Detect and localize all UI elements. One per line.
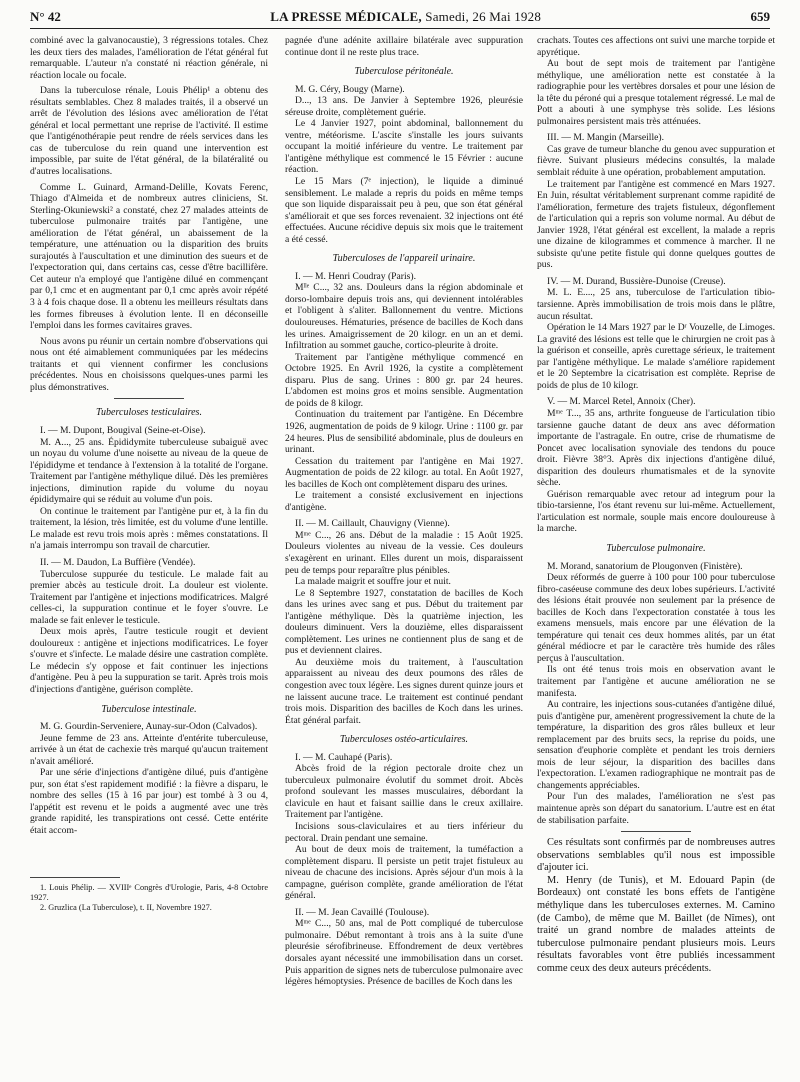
column-right	[537, 35, 775, 976]
section-heading: Tuberculoses ostéo-articulaires.	[339, 734, 469, 746]
paragraph: Pour l'un des malades, l'amélioration ne s'est pas maintenue après son départ du sanatorium. L'autre est en état de stabilisation parfaite.	[537, 791, 775, 826]
paragraph: Le 4 Janvier 1927, point abdominal, ballonnement du ventre, météorisme. L'ascite s'installe les jours suivants occupant la moitié inférieure du ventre. Le traitement par l'antigène méthylique est commencé le 15 Février : aucune réaction.	[285, 118, 523, 176]
paragraph: Cas grave de tumeur blanche du genou avec suppuration et fièvre. Suivant plusieurs médecins consultés, la malade semblait réduite à une opération, probablement amputation.	[537, 143, 775, 179]
column-middle	[285, 35, 523, 988]
section-heading: Tuberculose intestinale.	[101, 703, 197, 715]
paragraph: M. A..., 25 ans. Épididymite tuberculeuse subaiguë avec un noyau du volume d'une noisette au niveau de la queue de l'épididyme et tendance à l'extension à la totalité de l'organe. Traitement par l'antigène méthylique dilué. Dès les premières injections, diminution rapide du volume du noyau épididymaire qui se réduit au volume d'un pois.	[30, 436, 268, 506]
case-heading: III. — M. Mangin (Marseille).	[547, 132, 664, 144]
case-heading: M. Morand, sanatorium de Plougonven (Finistère).	[547, 560, 743, 572]
footnote: 1. Louis Phélip. — XVIIIᵉ Congrès d'Urologie, Paris, 4-8 Octobre 1927.	[30, 882, 268, 902]
paragraph: Guérison remarquable avec retour ad integrum pour la tibio-tarsienne, l'os étant revenu sur lui-même. Actuellement, l'articulation est normale, souple mais encore douloureuse à la marche.	[537, 488, 775, 535]
paragraph: Continuation du traitement par l'antigène. En Décembre 1926, augmentation de poids de 9 kilogr. Urine : 1100 gr. par 24 heures. Plus de sensibilité abdominale, plus de douleurs en urinant.	[285, 409, 523, 456]
case-heading: I. — M. Dupont, Bougival (Seine-et-Oise).	[40, 424, 206, 436]
paragraph: crachats. Toutes ces affections ont suivi une marche torpide et apyrétique.	[537, 35, 775, 58]
paragraph: On continue le traitement par l'antigène pur et, à la fin du traitement, la lésion, très limitée, est du volume d'une lentille. Le malade est revu trois mois après : mêmes constatations. Il n'a jamais interrompu son travail de charcutier.	[30, 505, 268, 552]
page-header	[30, 6, 770, 28]
paragraph: Tuberculose suppurée du testicule. Le malade fait au premier abcès au testicule droit. La douleur est violente. Traitement par l'antigène et injections modificatrices. Malgré celles-ci, la suppuration continue et le foyer s'ouvre. Le malade se fait enlever le testicule.	[30, 568, 268, 626]
issue-date: Samedi, 26 Mai 1928	[425, 9, 542, 24]
paragraph: Au bout de deux mois de traitement, la tuméfaction a complètement disparu. Il persiste un petit trajet fistuleux au niveau de chacune des incisions. Après séjour d'un mois à la campagne, guérison complète, grande amélioration de l'état général.	[285, 844, 523, 902]
case-heading: II. — M. Daudon, La Buffière (Vendée).	[40, 556, 196, 568]
paragraph: D..., 13 ans. De Janvier à Septembre 1926, pleurésie séreuse droite, complètement guérie.	[285, 95, 523, 118]
paragraph: Cessation du traitement par l'antigène en Mai 1927. Augmentation de poids de 22 kilogr. au total. En Août 1927, les bacilles de Koch ont complètement disparu des urines.	[285, 455, 523, 490]
paragraph: Ces résultats sont confirmés par de nombreuses autres observations semblables qu'il nous est impossible d'ajouter ici.	[537, 837, 775, 874]
paragraph: Ils ont été tenus trois mois en observation avant le traitement par l'antigène et aucune amélioration ne se manifesta.	[537, 664, 775, 699]
running-title	[270, 9, 541, 25]
section-heading: Tuberculose pulmonaire.	[606, 542, 706, 554]
column-left	[30, 35, 268, 913]
page-number: 659	[750, 9, 770, 24]
paragraph: M. Henry (de Tunis), et M. Edouard Papin (de Bordeaux) ont constaté les bons effets de l'antigène méthylique dans les tuberculoses externes. M. Camino (de Cambo), de même que M. Baillet (de Nîmes), ont traité un grand nombre de malades atteints de tuberculose pulmonaire pendant plusieurs mois. Leurs résultats favorables vont être publiés incessamment comme ceux des deux auteurs précédents.	[537, 874, 775, 975]
footnote: 2. Gruzlica (La Tuberculose), t. II, Novembre 1927.	[40, 902, 212, 912]
paragraph: Mᵐᵉ T..., 35 ans, arthrite fongueuse de l'articulation tibio tarsienne gauche datant de deux ans avec déformation importante de l'astragale. En outre, crise de rhumatisme de Poncet avec localisation synoviale des tendons du pouce droit. Fièvre 38°3. Après dix injections d'antigène dilué, disparition des douleurs rhumatismales et de la synovite sèche.	[537, 407, 775, 489]
paragraph: La malade maigrit et souffre jour et nuit.	[295, 576, 451, 588]
case-heading: M. G. Gourdin-Serveniere, Aunay-sur-Odon (Calvados).	[40, 721, 258, 733]
paragraph: Par une série d'injections d'antigène dilué, puis d'antigène pur, son état s'est rapidement modifié : la fièvre a disparu, le nombre des selles (15 à 16 par jour) est tombé à 3 ou 4, l'appétit est revenu et le poids a augmenté avec une très grande rapidité, les transpirations ont cessé. Cette entérite était accom-	[30, 767, 268, 836]
separator	[621, 831, 691, 832]
paragraph: Le traitement par l'antigène est commencé en Mars 1927. En Juin, résultat véritablement surprenant comme rapidité de l'amélioration, fermeture des trajets fistuleux, dégonflement de l'articulation qui a repris son volume normal. Au début de Janvier 1928, l'état général est excellent, la malade a repris une dizaine de kilogrammes et commence à marcher. Il ne subsiste qu'une petite fistule qui donne quelques gouttes de pus.	[537, 178, 775, 271]
paragraph: Au deuxième mois du traitement, à l'auscultation apparaissent au niveau des deux poumons des râles de congestion avec toux légère. Les signes durent quinze jours et ne laissent aucune trace. Le traitement est continué pendant trois mois. Disparition des bacilles de Koch dans les urines. État général parfait.	[285, 656, 523, 726]
journal-name: LA PRESSE MÉDICALE,	[270, 9, 422, 24]
case-heading: M. G. Céry, Bougy (Marne).	[295, 83, 405, 95]
separator	[114, 398, 184, 399]
paragraph: Mᵐᵉ C..., 26 ans. Début de la maladie : 15 Août 1925. Douleurs violentes au niveau de la vessie. Ces douleurs s'exagèrent en urinant. Elles durent un mois, disparaissent peu de temps pour reparaître plus pénibles.	[285, 529, 523, 576]
paragraph: Au contraire, les injections sous-cutanées d'antigène dilué, puis d'antigène pur, amenèrent progressivement la chute de la température, la disparition des gros râles bulleux et leur remplacement par des bruits secs, la reprise du poids, une sensation d'euphorie complète et pendant les trois derniers mois de leur séjour, la disparition des bacilles dans l'expectoration. L'examen radiographique ne montrait pas de changements appréciables.	[537, 699, 775, 791]
case-heading: II. — M. Jean Cavaillé (Toulouse).	[295, 906, 430, 918]
section-heading: Tuberculoses testiculaires.	[96, 407, 202, 419]
paragraph: Dans la tuberculose rénale, Louis Phélip¹ a obtenu des résultats semblables. Chez 8 malades traités, il a observé un arrêt de l'évolution des lésions avec amélioration de l'état général et local permettant une reprise de l'activité. Il estime que l'antigénothérapie peut rendre de réels services dans les cas de tuberculose du rein quand une intervention est impossible, par suite de l'état général, de la bilatéralité ou d'autres localisations.	[30, 85, 268, 178]
paragraph: Le traitement a consisté exclusivement en injections d'antigène.	[285, 490, 523, 513]
paragraph: Mᵐᵉ C..., 50 ans, mal de Pott compliqué de tuberculose pulmonaire. Début remontant à trois ans à la suite d'une pleurésie sérofibrineuse. Effondrement de deux vertèbres dorsales ayant nécessité une immobilisation dans un corset. Puis apparition de signes nets de tuberculose pulmonaire avec légères hémoptysies. Présence de bacilles de Koch dans les	[285, 918, 523, 988]
paragraph: Au bout de sept mois de traitement par l'antigène méthylique, une amélioration nette est constatée à la radiographie pour les vertèbres dorsales et pour une lésion de la tête du péroné qui a presque totalement régressé. Le mal de Pott a abouti à une symphyse très solide. Les lésions pulmonaires persistent mais très atténuées.	[537, 58, 775, 127]
paragraph: Deux réformés de guerre à 100 pour 100 pour tuberculose fibro-caséeuse commune des deux lobes supérieurs. L'activité des lésions était prouvée non seulement par la présence de bacilles de Koch dans l'expectoration constatée à tous les examens mensuels, mais encore par une élévation de la température qui tenait ces deux hommes alités, par un état général médiocre et par le caractère très humide des râles perçus à l'auscultation.	[537, 572, 775, 664]
case-heading: I. — M. Henri Coudray (Paris).	[295, 270, 416, 282]
section-heading: Tuberculoses de l'appareil urinaire.	[332, 253, 476, 265]
paragraph: Incisions sous-claviculaires et au tiers inférieur du pectoral. Drain pendant une semaine.	[285, 821, 523, 844]
issue-number: N° 42	[30, 9, 61, 24]
paragraph: Comme L. Guinard, Armand-Delille, Kovats Ferenc, Thiago d'Almeida et de nombreux autres cliniciens, St. Sterling-Okuniewski² a constaté, chez 27 malades atteints de tuberculose pulmonaire traités par l'antigène, une amélioration de l'état général, un abaissement de la température, une atténuation ou la disparition des bruits surajoutés à l'auscultation et une diminution des sueurs et de l'expectoration qui, dans certains cas, cesse d'être bacillifère. Cet auteur n'a employé que l'antigène dilué en commençant par 0,1 cmc et en augmentant par 0,1 cmc après avoir répété 3 à 4 fois chaque dose. Il a obtenu les meilleurs résultats dans les formes fibreuses à évolution lente. Il en déconseille l'emploi dans les formes cavitaires graves.	[30, 181, 268, 332]
case-heading: IV. — M. Durand, Bussière-Dunoise (Creuse).	[547, 275, 726, 287]
footnote-rule	[30, 877, 120, 878]
paragraph: Nous avons pu réunir un certain nombre d'observations qui nous ont été aimablement communiquées par les médecins traitants et qui viennent confirmer les conclusions précédentes. Nous en choisissons quelques-unes parmi les plus démonstratives.	[30, 335, 268, 393]
paragraph: Opération le 14 Mars 1927 par le Dʳ Vouzelle, de Limoges. La gravité des lésions est telle que le chirurgien ne croit pas à la guérison et conseille, après curettage sérieux, le traitement par l'antigène méthylique. Le malade s'améliore rapidement et le 20 Septembre la cicatrisation est complète. Reprise de poids de plus de 10 kilogr.	[537, 322, 775, 391]
case-heading: V. — M. Marcel Retel, Annoix (Cher).	[547, 396, 696, 408]
paragraph: Jeune femme de 23 ans. Atteinte d'entérite tuberculeuse, arrivée à un état de cachexie très marqué qu'aucun traitement n'avait amélioré.	[30, 732, 268, 767]
case-heading: I. — M. Cauhapé (Paris).	[295, 751, 393, 763]
paragraph: combiné avec la galvanocaustie), 3 régressions totales. Chez les deux tiers des malades, l'amélioration de l'état général fut remarquable. L'auteur n'a constaté ni réaction générale, ni réaction locale ou focale.	[30, 35, 268, 81]
section-heading: Tuberculose péritonéale.	[354, 66, 454, 78]
paragraph: pagnée d'une adénite axillaire bilatérale avec suppuration continue dont il ne reste plus trace.	[285, 35, 523, 58]
paragraph: Le 8 Septembre 1927, constatation de bacilles de Koch dans les urines avec sang et pus. Début du traitement par l'antigène méthylique. Dès la quatrième injection, les douleurs diminuent. Vers la douzième, elles disparaissent complètement. Les urines ne contiennent plus de sang et de pus et deviennent claires.	[285, 587, 523, 657]
paragraph: Mˡˡᵉ C..., 32 ans. Douleurs dans la région abdominale et dorso-lombaire depuis trois ans, qui deviennent intolérables et l'obligent à s'aliter. Ballonnement du ventre. Mictions douloureuses. Hématuries, présence de bacilles de Koch dans les urines. Amaigrissement de 20 kilogr. en un an et demi. Infiltration au sommet gauche, cortico-pleurite à droite.	[285, 282, 523, 352]
paragraph: M. L. E...., 25 ans, tuberculose de l'articulation tibio-tarsienne. Après immobilisation de trois mois dans le plâtre, aucun résultat.	[537, 287, 775, 322]
conclusion-block	[537, 837, 775, 976]
paragraph: Abcès froid de la région pectorale droite chez un tuberculeux pulmonaire évolutif du sommet droit. Abcès profond soulevant les masses musculaires, débordant la clavicule en haut et faisant saillie dans le creux axillaire. Traitement par l'antigène.	[285, 763, 523, 821]
paragraph: Le 15 Mars (7ᵉ injection), le liquide a diminué sensiblement. Le malade a repris du poids en même temps que son liquide disparaissait peu à peu, que son état général s'améliorait et que ses forces revenaient. 32 injections ont été effectuées. Aucune récidive depuis six mois que le traitement a été cessé.	[285, 176, 523, 245]
footnotes	[30, 883, 268, 913]
case-heading: II. — M. Caillault, Chauvigny (Vienne).	[295, 518, 450, 530]
paragraph: Traitement par l'antigène méthylique commencé en Octobre 1925. En Avril 1926, la cystite a complètement disparu. Plus de sang. Urines : 800 gr. par 24 heures. L'abdomen est moins gros et moins sensible. Augmentation de poids de 8 kilogr.	[285, 351, 523, 409]
header-rule	[30, 28, 770, 29]
paragraph: Deux mois après, l'autre testicule rougit et devient douloureux : antigène et injections modificatrices. Le foyer s'ouvre et s'infecte. Le malade désire une castration complète. Le médecin s'y oppose et fait continuer les injections d'antigène. Peu à peu la suppuration se tarit. Après trois mois d'injections d'antigène, guérison complète.	[30, 626, 268, 695]
